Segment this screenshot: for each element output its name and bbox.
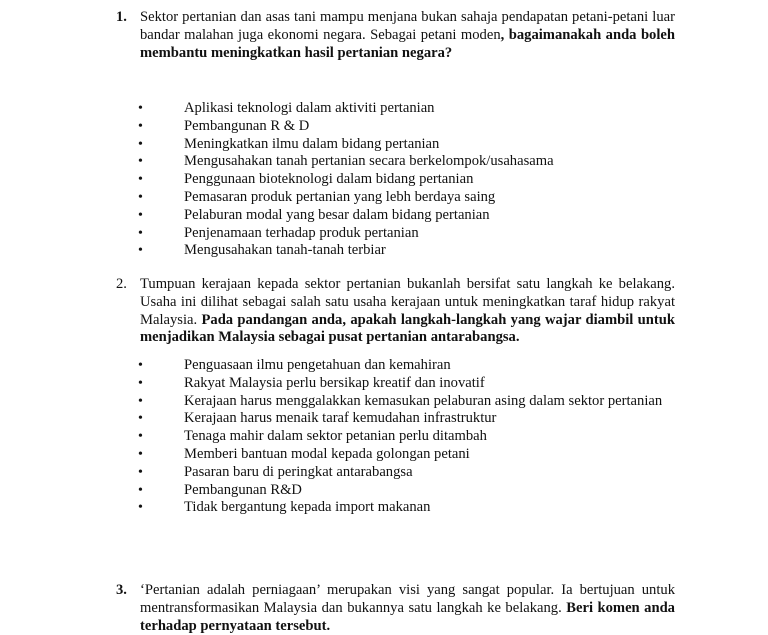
question-prompt: Beri komen anda terhadap pernyataan tersebut. [140,599,675,634]
question-prompt: , bagaimanakah anda boleh membantu meningkatkan hasil pertanian negara? [140,26,675,61]
question-prompt: Pada pandangan anda, apakah langkah-langkah yang wajar diambil untuk menjadikan Malaysia sebagai pusat pertanian antarabangsa. [140,311,675,346]
bullet-item: • Tenaga mahir dalam sektor petanian perlu ditambah [138,428,675,446]
answer-list-2 [138,357,675,517]
bullet-item: • Mengusahakan tanah pertanian secara berkelompok/usahasama [138,153,675,171]
bullet-item: • Pembangunan R & D [138,118,675,136]
bullet-item: • Pemasaran produk pertanian yang lebh berdaya saing [138,189,675,207]
question-number: 3. [116,582,127,598]
bullet-item: • Pelaburan modal yang besar dalam bidang pertanian [138,207,675,225]
question-1 [116,9,675,62]
bullet-item: • Memberi bantuan modal kepada golongan petani [138,446,675,464]
bullet-item: • Penggunaan bioteknologi dalam bidang pertanian [138,171,675,189]
bullet-item: • Aplikasi teknologi dalam aktiviti pertanian [138,100,675,118]
bullet-item: • Rakyat Malaysia perlu bersikap kreatif dan inovatif [138,375,675,393]
bullet-item: • Kerajaan harus menggalakkan kemasukan pelaburan asing dalam sektor pertanian [138,393,675,411]
question-3 [116,582,675,635]
question-number: 1. [116,9,127,25]
bullet-item: • Pembangunan R&D [138,482,675,500]
bullet-item: • Penjenamaan terhadap produk pertanian [138,225,675,243]
bullet-item: • Pasaran baru di peringkat antarabangsa [138,464,675,482]
bullet-item: • Mengusahakan tanah-tanah terbiar [138,242,675,260]
question-text: Tumpuan kerajaan kepada sektor pertanian bukanlah bersifat satu langkah ke belakang. Usaha ini dilihat sebagai salah satu usaha kerajaan untuk meningkatkan taraf hidup rakyat Malaysia. Pada pandangan anda, apakah langkah-langkah yang wajar diambil untuk menjadikan Malaysia sebagai pusat pertanian antarabangsa. [140,276,675,346]
bullet-item: • Tidak bergantung kepada import makanan [138,499,675,517]
question-text: Sektor pertanian dan asas tani mampu menjana bukan sahaja pendapatan petani-petani luar bandar malahan juga ekonomi negara. Sebagai petani moden, bagaimanakah anda boleh membantu meningkatkan hasil pertanian negara? [140,9,675,61]
bullet-item: • Kerajaan harus menaik taraf kemudahan infrastruktur [138,410,675,428]
bullet-item: • Penguasaan ilmu pengetahuan dan kemahiran [138,357,675,375]
question-number: 2. [116,276,127,292]
question-2 [116,276,675,347]
answer-list-1 [138,100,675,260]
question-text: ‘Pertanian adalah perniagaan’ merupakan visi yang sangat popular. Ia bertujuan untuk mentransformasikan Malaysia dan bukannya satu langkah ke belakang. Beri komen anda terhadap pernyataan tersebut. [140,582,675,634]
bullet-item: • Meningkatkan ilmu dalam bidang pertanian [138,136,675,154]
